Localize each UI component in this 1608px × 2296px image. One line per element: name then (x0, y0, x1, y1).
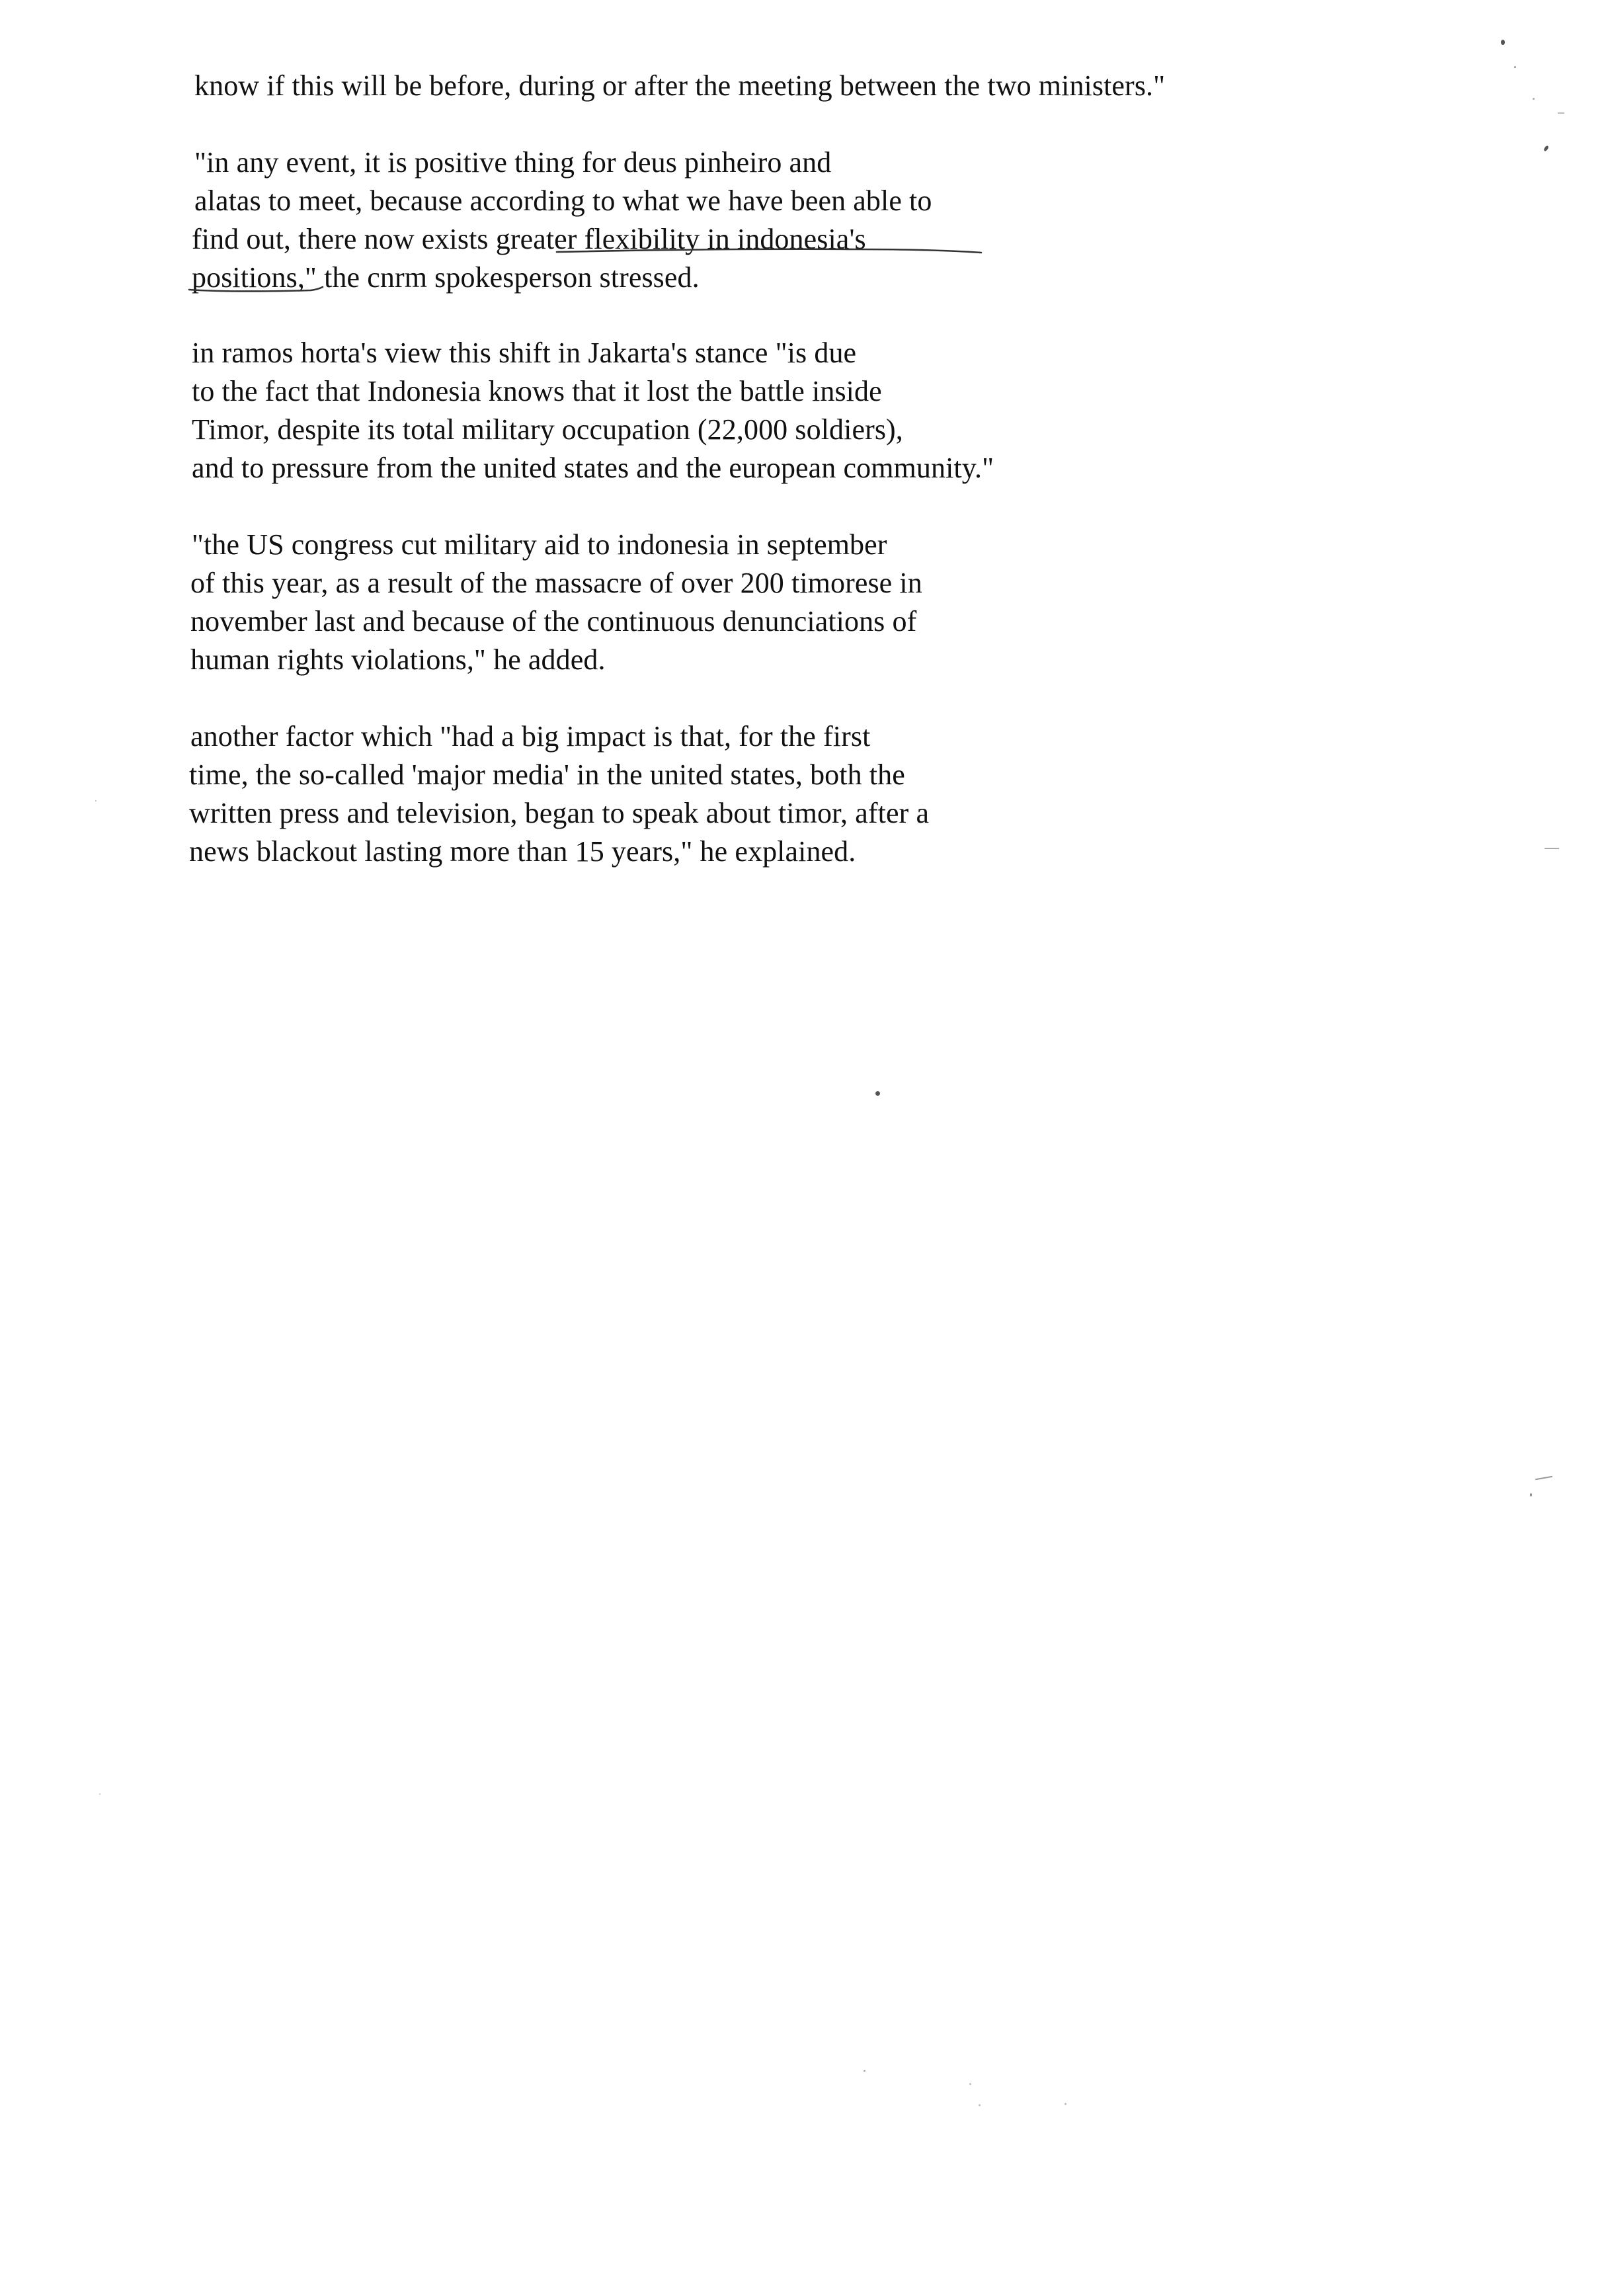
text-line: find out, there now exists greater flexibility in indonesia's (192, 223, 866, 255)
text-line: of this year, as a result of the massacre of over 200 timorese in (190, 567, 922, 599)
scan-mark (1545, 848, 1559, 849)
text-line: another factor which "had a big impact is that, for the first (190, 720, 871, 753)
text-line: to the fact that Indonesia knows that it lost the battle inside (192, 375, 882, 407)
text-line: human rights violations," he added. (190, 643, 606, 676)
text-line: "the US congress cut military aid to indonesia in september (192, 528, 887, 561)
scan-speck (864, 2070, 865, 2072)
scan-speck (979, 2104, 981, 2106)
scan-speck (1533, 98, 1535, 100)
scan-speck (95, 800, 97, 801)
scan-speck (99, 1793, 100, 1795)
text-line: time, the so-called 'major media' in the united states, both the (189, 758, 905, 791)
scan-mark (1535, 1476, 1552, 1480)
scan-speck (1501, 40, 1505, 45)
text-line: written press and television, began to speak about timor, after a (189, 797, 930, 829)
text-line: in ramos horta's view this shift in Jakarta's stance "is due (192, 337, 857, 369)
scan-speck (1530, 1493, 1532, 1496)
text-line: "in any event, it is positive thing for deus pinheiro and (194, 146, 832, 179)
scan-speck (1543, 145, 1549, 151)
scan-speck (1065, 2103, 1066, 2105)
text-line: and to pressure from the united states and the european community." (192, 452, 994, 484)
scan-speck (875, 1091, 880, 1096)
text-line: positions," the cnrm spokesperson stressed. (192, 261, 700, 294)
scan-speck (969, 2083, 971, 2085)
text-line: november last and because of the continuous denunciations of (190, 605, 917, 637)
text-line: news blackout lasting more than 15 years," he explained. (189, 835, 856, 868)
scan-mark (1558, 112, 1564, 114)
scan-speck (1514, 66, 1516, 68)
text-line: alatas to meet, because according to what we have been able to (194, 184, 932, 217)
text-line: Timor, despite its total military occupation (22,000 soldiers), (192, 413, 903, 446)
text-line: know if this will be before, during or after the meeting between the two ministers." (194, 69, 1166, 102)
